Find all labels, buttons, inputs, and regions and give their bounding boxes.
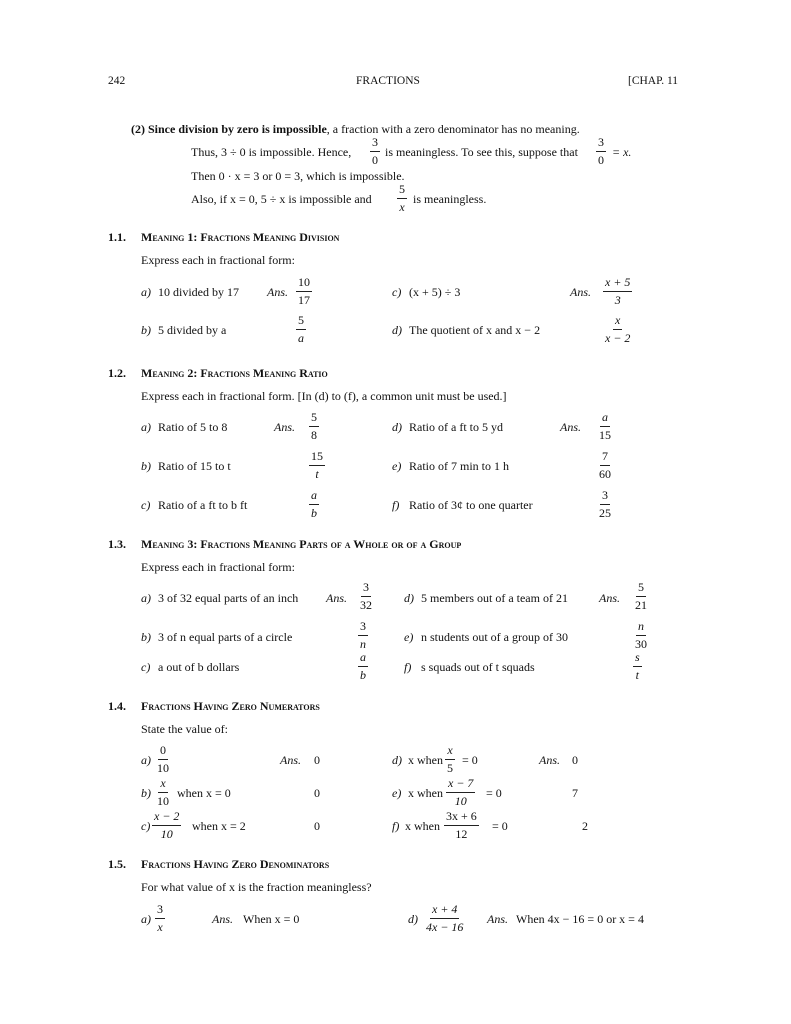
rule-2-lead bbox=[131, 123, 580, 135]
section-1-5-prompt: For what value of x is the fraction meaningless? bbox=[141, 880, 372, 894]
item-fraction: $\frac{x - 7}{10}$ bbox=[448, 776, 474, 808]
item-text: a out of b dollars bbox=[158, 660, 240, 674]
item-text: Ratio of 5 to 8 bbox=[158, 420, 228, 434]
answer-label: Ans. bbox=[274, 420, 295, 434]
item-label: f) bbox=[404, 660, 412, 674]
item-fraction: $\frac{3}{x}$ bbox=[157, 902, 163, 934]
item-fraction: $\frac{3x + 6}{12}$ bbox=[446, 809, 477, 841]
rule-2-also-fraction: $\frac{5}{x}$ bbox=[399, 182, 405, 214]
item-label: a) bbox=[141, 591, 151, 605]
item-label: a) bbox=[141, 753, 151, 767]
item-text: x when bbox=[408, 786, 443, 800]
answer-fraction: $\frac{a}{b}$ bbox=[360, 650, 366, 682]
section-1-3-prompt: Express each in fractional form: bbox=[141, 560, 295, 574]
item-fraction: $\frac{x - 2}{10}$ bbox=[154, 809, 180, 841]
answer-fraction: $\frac{x + 5}{3}$ bbox=[605, 275, 631, 307]
item-text: 5 divided by a bbox=[158, 323, 227, 337]
answer-fraction: $\frac{3}{n}$ bbox=[360, 619, 366, 651]
rule-2-thus-a: Thus, 3 ÷ 0 is impossible. Hence, bbox=[191, 145, 352, 159]
answer-value: 0 bbox=[314, 819, 320, 833]
rule-2-also-b: is meaningless. bbox=[413, 192, 487, 206]
item-label: c) bbox=[141, 819, 151, 833]
item-label: f) bbox=[392, 498, 400, 512]
answer-label: Ans. bbox=[560, 420, 581, 434]
running-title: FRACTIONS bbox=[356, 75, 420, 87]
item-text: x when bbox=[408, 753, 443, 767]
answer-fraction: $\frac{s}{t}$ bbox=[635, 650, 640, 682]
item-text: 3 of n equal parts of a circle bbox=[158, 630, 293, 644]
answer-fraction: $\frac{7}{60}$ bbox=[599, 449, 611, 481]
answer-fraction: $\frac{x}{x - 2}$ bbox=[605, 313, 631, 345]
item-label: d) bbox=[392, 753, 402, 767]
item-label: c) bbox=[141, 498, 151, 512]
item-label: c) bbox=[141, 660, 151, 674]
item-text: s squads out of t squads bbox=[421, 660, 535, 674]
answer-label: Ans. bbox=[212, 912, 233, 926]
section-1-3-number: 1.3. bbox=[108, 537, 126, 551]
item-text: 10 divided by 17 bbox=[158, 285, 239, 299]
item-text: x when bbox=[405, 819, 440, 833]
item-label: e) bbox=[404, 630, 414, 644]
item-label: a) bbox=[141, 420, 151, 434]
section-1-4-prompt: State the value of: bbox=[141, 722, 228, 736]
answer-fraction: $\frac{a}{b}$ bbox=[311, 488, 317, 520]
item-text: The quotient of x and x − 2 bbox=[409, 323, 541, 337]
item-fraction: $\frac{x}{5}$ bbox=[447, 743, 453, 775]
item-fraction: $\frac{0}{10}$ bbox=[157, 743, 169, 775]
section-1-1-title: Meaning 1: Fractions Meaning Division bbox=[141, 230, 340, 244]
item-label: b) bbox=[141, 630, 151, 644]
item-text: Ratio of a ft to 5 yd bbox=[409, 420, 503, 434]
item-text: Ratio of 15 to t bbox=[158, 459, 231, 473]
answer-fraction: $\frac{3}{32}$ bbox=[360, 580, 372, 612]
item-label: c) bbox=[392, 285, 402, 299]
rule-2-lead-rest: , a fraction with a zero denominator has no meaning. bbox=[326, 122, 580, 136]
rule-2-thus-fraction: $\frac{3}{0}$ bbox=[372, 135, 378, 167]
rule-2-also-a: Also, if x = 0, 5 ÷ x is impossible and bbox=[191, 192, 372, 206]
section-1-5-title: Fractions Having Zero Denominators bbox=[141, 857, 330, 871]
answer-text: When 4x − 16 = 0 or x = 4 bbox=[516, 912, 644, 926]
rule-2-thus-fraction-2: $\frac{3}{0}$ bbox=[598, 135, 604, 167]
item-condition: = 0 bbox=[462, 753, 478, 767]
answer-fraction: $\frac{n}{30}$ bbox=[635, 619, 647, 651]
section-1-2-number: 1.2. bbox=[108, 366, 126, 380]
item-condition: = 0 bbox=[492, 819, 508, 833]
answer-fraction: $\frac{a}{15}$ bbox=[599, 410, 611, 442]
item-text: (x + 5) ÷ 3 bbox=[409, 285, 461, 299]
item-label: f) bbox=[392, 819, 400, 833]
item-fraction: $\frac{x}{10}$ bbox=[157, 776, 169, 808]
section-1-1-prompt: Express each in fractional form: bbox=[141, 253, 295, 267]
page-number: 242 bbox=[108, 75, 126, 87]
rule-2-then: Then 0 · x = 3 or 0 = 3, which is impossible. bbox=[191, 169, 405, 183]
item-fraction: $\frac{x + 4}{4x - 16}$ bbox=[426, 902, 464, 934]
answer-value: 0 bbox=[314, 753, 320, 767]
item-condition: when x = 2 bbox=[192, 819, 246, 833]
answer-fraction: $\frac{5}{21}$ bbox=[635, 580, 647, 612]
section-1-4-title: Fractions Having Zero Numerators bbox=[141, 699, 320, 713]
item-text: 5 members out of a team of 21 bbox=[421, 591, 568, 605]
answer-fraction: $\frac{5}{8}$ bbox=[311, 410, 317, 442]
item-label: a) bbox=[141, 285, 151, 299]
item-text: Ratio of 3¢ to one quarter bbox=[409, 498, 533, 512]
item-text: 3 of 32 equal parts of an inch bbox=[158, 591, 299, 605]
item-label: b) bbox=[141, 459, 151, 473]
answer-value: 7 bbox=[572, 786, 578, 800]
item-label: d) bbox=[392, 420, 402, 434]
answer-fraction: $\frac{5}{a}$ bbox=[298, 313, 304, 345]
item-label: e) bbox=[392, 786, 402, 800]
section-1-5-number: 1.5. bbox=[108, 857, 126, 871]
chapter-label: [CHAP. 11 bbox=[628, 75, 679, 87]
answer-label: Ans. bbox=[570, 285, 591, 299]
answer-fraction: $\frac{3}{25}$ bbox=[599, 488, 611, 520]
answer-label: Ans. bbox=[599, 591, 620, 605]
answer-label: Ans. bbox=[539, 753, 560, 767]
answer-label: Ans. bbox=[267, 285, 288, 299]
answer-fraction: $\frac{15}{t}$ bbox=[311, 449, 323, 481]
section-1-4-number: 1.4. bbox=[108, 699, 126, 713]
item-condition: when x = 0 bbox=[177, 786, 231, 800]
item-label: b) bbox=[141, 323, 151, 337]
item-text: n students out of a group of 30 bbox=[421, 630, 568, 644]
section-1-3-title: Meaning 3: Fractions Meaning Parts of a Whole or of a Group bbox=[141, 537, 462, 551]
item-label: d) bbox=[392, 323, 402, 337]
item-text: Ratio of a ft to b ft bbox=[158, 498, 248, 512]
item-condition: = 0 bbox=[486, 786, 502, 800]
item-label: d) bbox=[404, 591, 414, 605]
item-label: b) bbox=[141, 786, 151, 800]
answer-value: 0 bbox=[572, 753, 578, 767]
section-1-2-title: Meaning 2: Fractions Meaning Ratio bbox=[141, 366, 328, 380]
section-1-2-prompt: Express each in fractional form. [In (d) to (f), a common unit must be used.] bbox=[141, 389, 507, 403]
item-text: Ratio of 7 min to 1 h bbox=[409, 459, 509, 473]
rule-2-label: (2) Since division by zero is impossible bbox=[131, 122, 327, 136]
answer-label: Ans. bbox=[326, 591, 347, 605]
item-label: a) bbox=[141, 912, 151, 926]
answer-label: Ans. bbox=[280, 753, 301, 767]
answer-fraction: $\frac{10}{17}$ bbox=[298, 275, 310, 307]
answer-value: 0 bbox=[314, 786, 320, 800]
answer-text: When x = 0 bbox=[243, 912, 300, 926]
rule-2-thus-c: = x. bbox=[612, 145, 632, 159]
answer-label: Ans. bbox=[487, 912, 508, 926]
item-label: d) bbox=[408, 912, 418, 926]
answer-value: 2 bbox=[582, 819, 588, 833]
rule-2-thus-b: is meaningless. To see this, suppose that bbox=[385, 145, 578, 159]
item-label: e) bbox=[392, 459, 402, 473]
section-1-1-number: 1.1. bbox=[108, 230, 126, 244]
